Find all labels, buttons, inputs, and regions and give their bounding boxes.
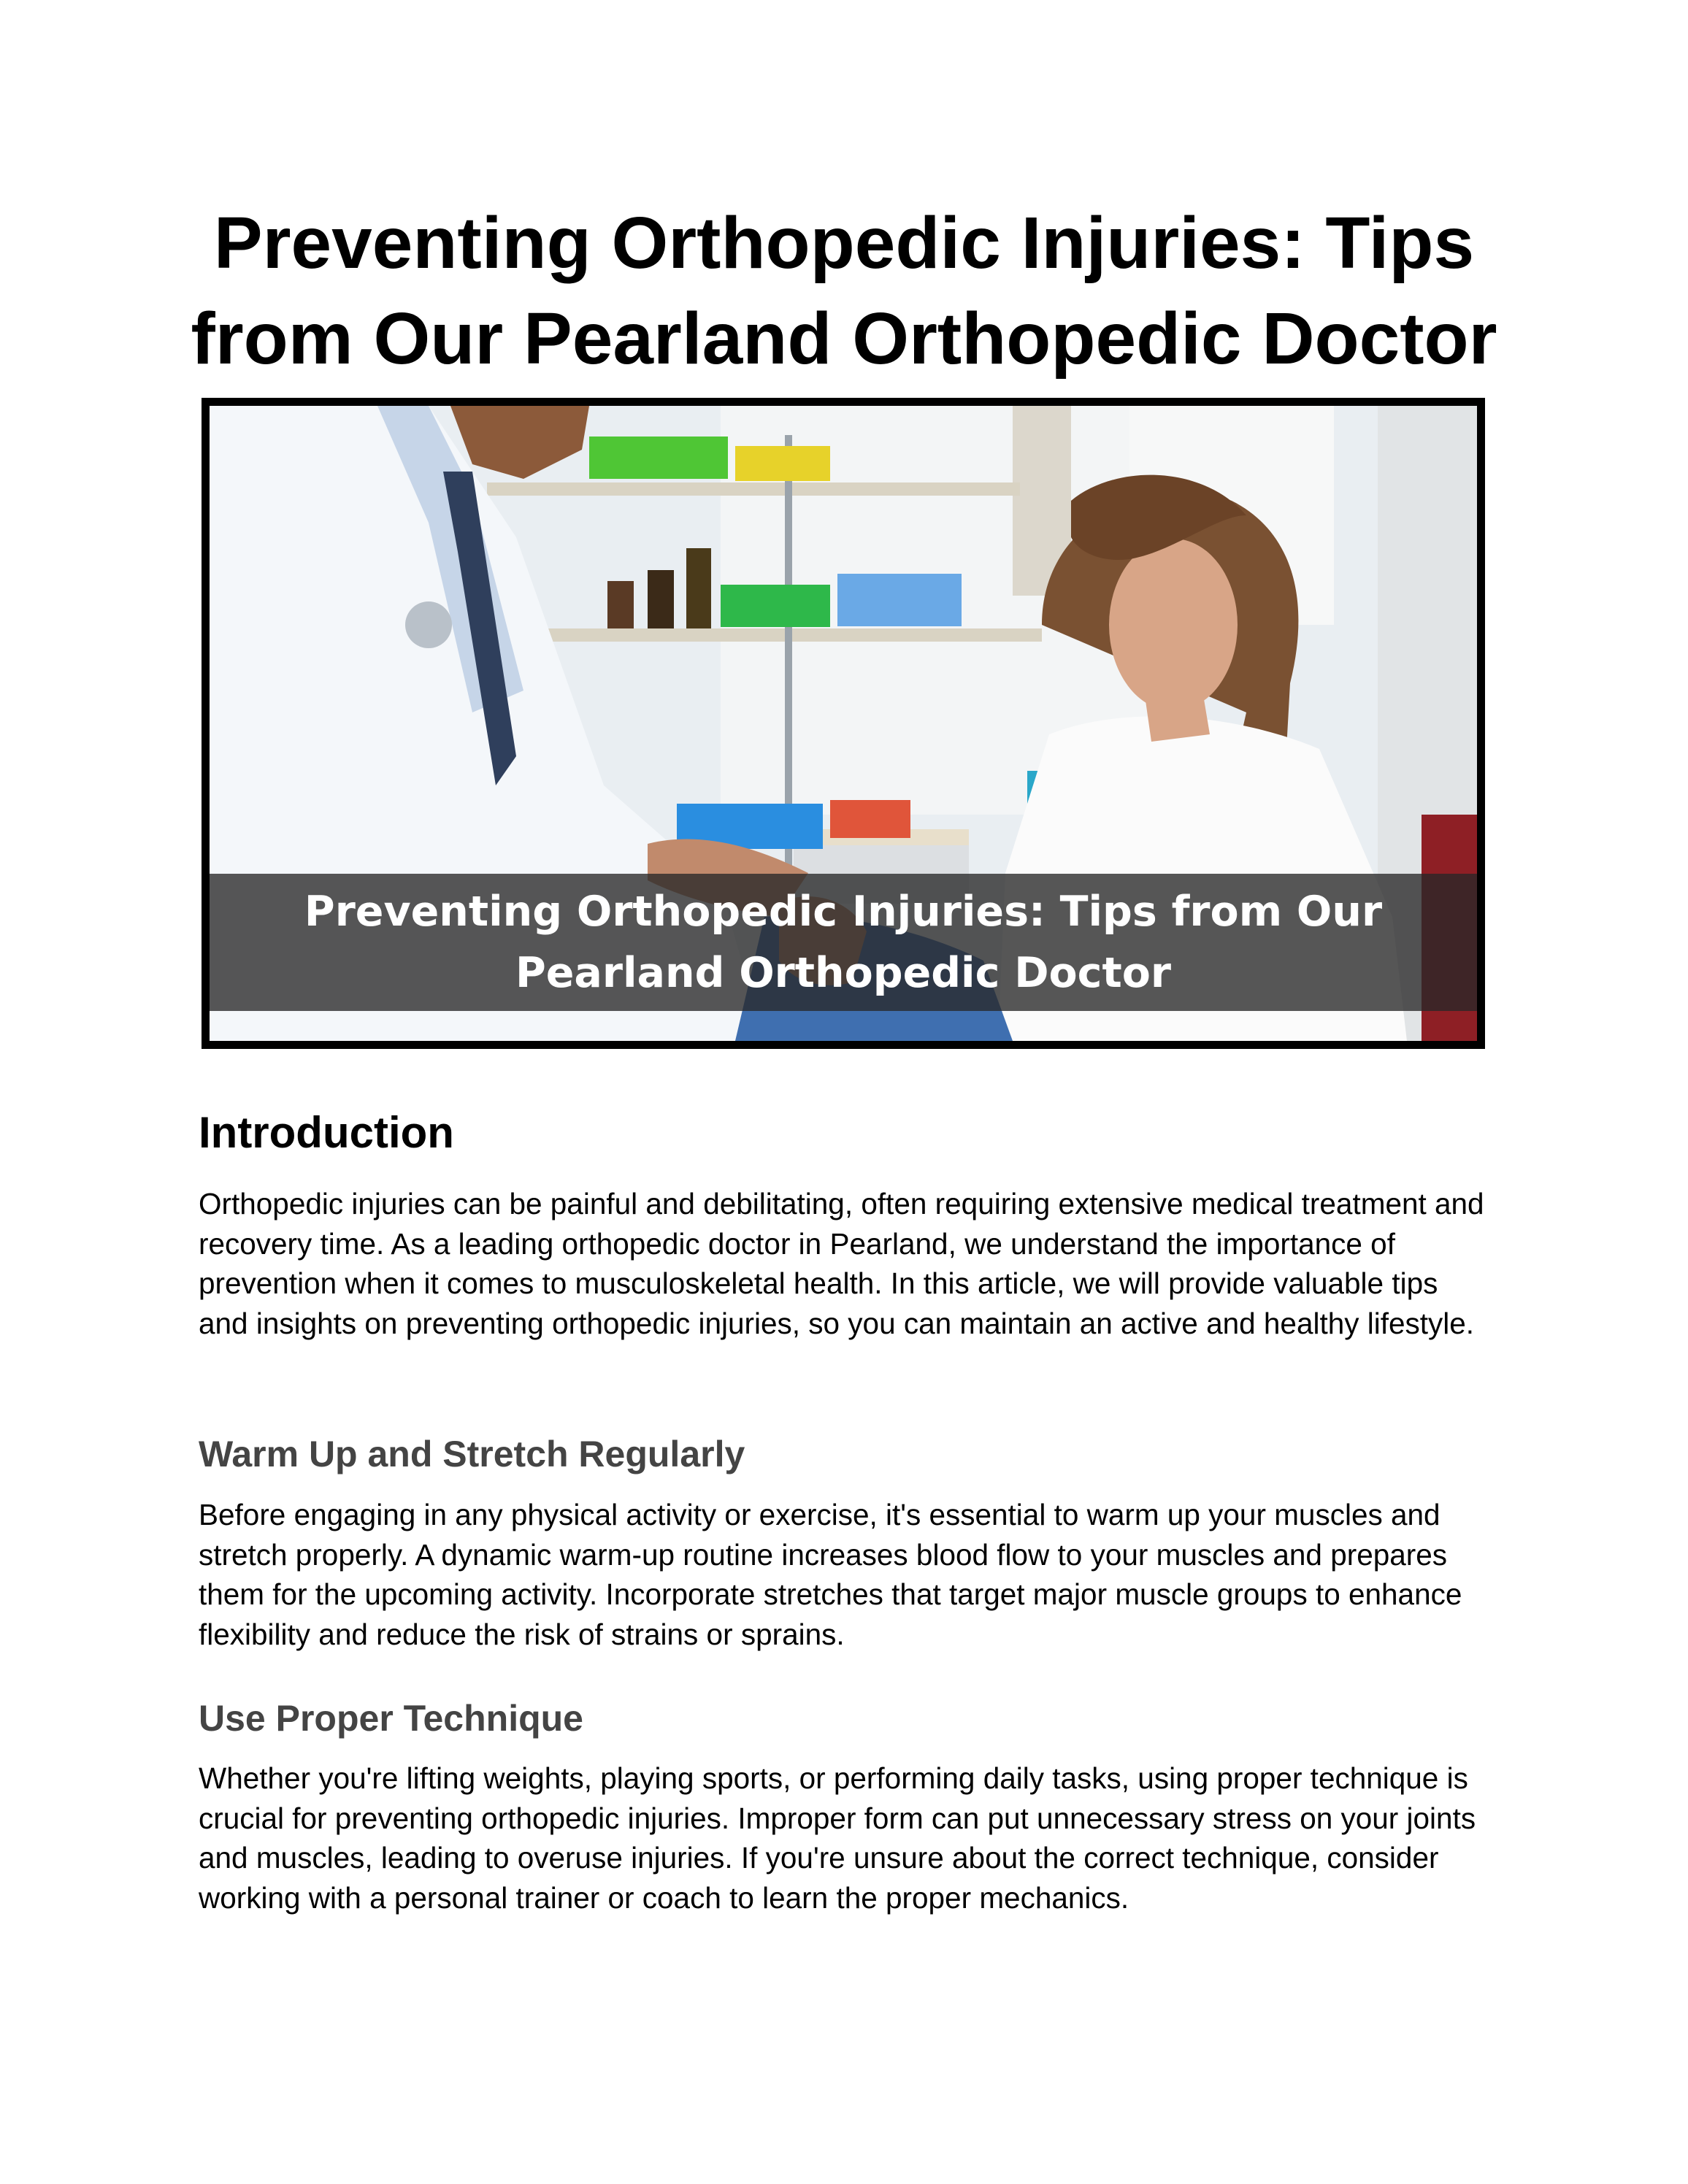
- section-heading-technique: Use Proper Technique: [199, 1698, 583, 1739]
- section-body-warm-up: Before engaging in any physical activity or exercise, it's essential to warm up your muscles and stretch properly. A dynamic warm-up routine increases blood flow to your muscles and prepares them for the upcoming activity. Incorporate stretches that target major muscle groups to enhance flexibility and reduce the risk of strains or sprains.: [199, 1498, 1462, 1651]
- section-heading-warm-up: Warm Up and Stretch Regularly: [199, 1434, 745, 1474]
- hero-caption-banner: [210, 874, 1477, 1011]
- document-title: Preventing Orthopedic Injuries: Tips from Our Pearland Orthopedic Doctor: [191, 202, 1497, 380]
- hero-caption-text: Preventing Orthopedic Injuries: Tips from Our Pearland Orthopedic Doctor: [304, 888, 1383, 997]
- hero-image: [202, 398, 1485, 1049]
- section-heading-introduction: Introduction: [199, 1108, 454, 1157]
- section-body-technique: Whether you're lifting weights, playing sports, or performing daily tasks, using proper technique is crucial for preventing orthopedic injuries. Improper form can put unnecessary stress on your joints and muscles, leading to overuse injuries. If you're unsure about the correct technique, consider working with a personal trainer or coach to learn the proper mechanics.: [199, 1761, 1476, 1915]
- section-body-introduction: Orthopedic injuries can be painful and debilitating, often requiring extensive medical treatment and recovery time. As a leading orthopedic doctor in Pearland, we understand the importance of prevention when it comes to musculoskeletal health. In this article, we will provide valuable tips and insights on preventing orthopedic injuries, so you can maintain an active and healthy lifestyle.: [199, 1187, 1484, 1340]
